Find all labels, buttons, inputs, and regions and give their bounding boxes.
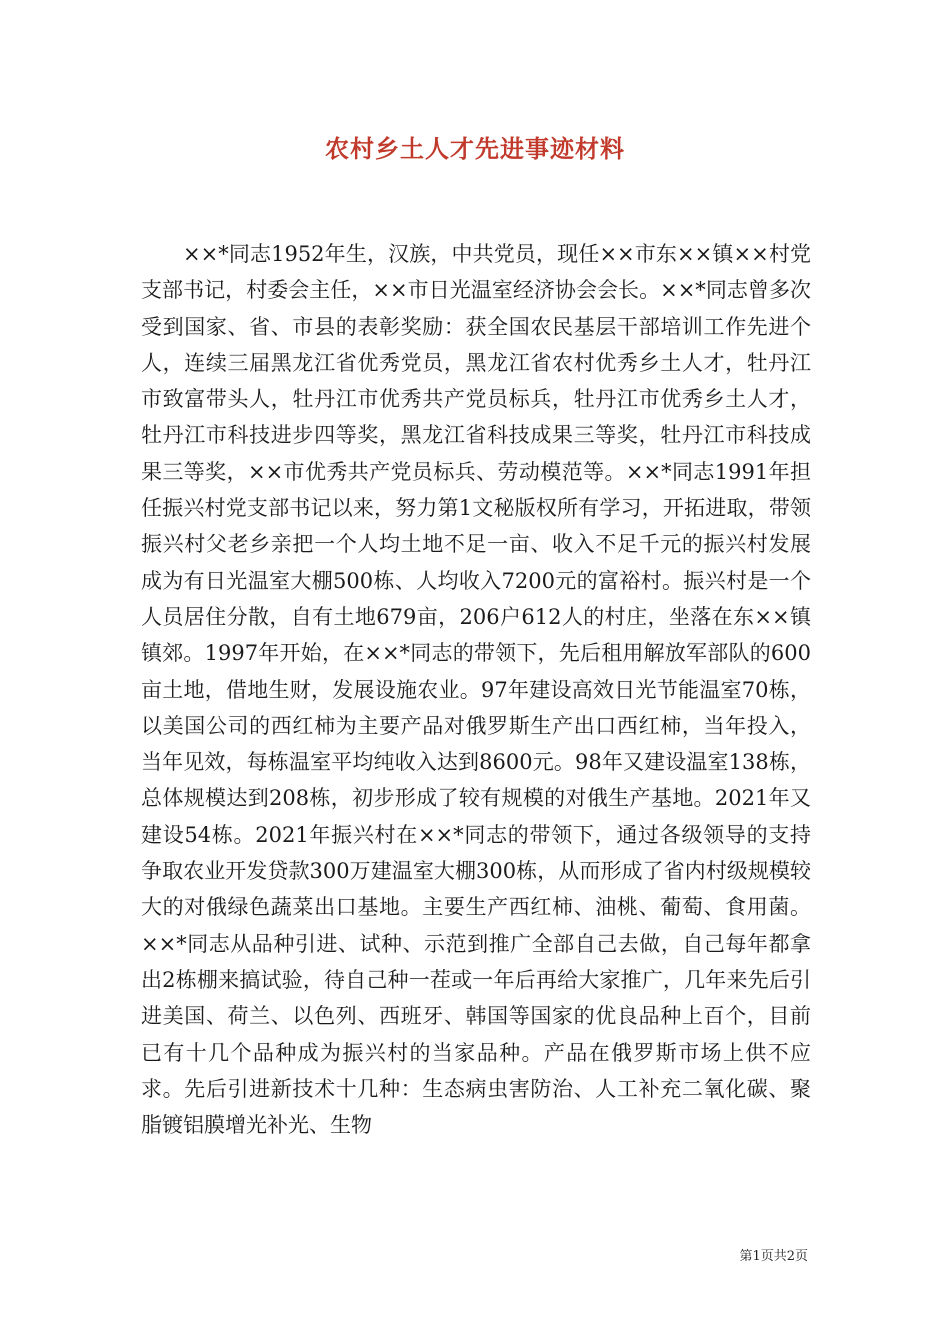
document-title: 农村乡土人才先进事迹材料 (325, 135, 625, 163)
body-paragraph: ××*同志1952年生，汉族，中共党员，现任××市东××镇××村党支部书记，村委会主任，××市日光温室经济协会会长。××*同志曾多次受到国家、省、市县的表彰奖励：获全国农民基层干部培训工作先进个人，连续三届黑龙江省优秀党员，黑龙江省农村优秀乡土人才，牡丹江市致富带头人，牡丹江市优秀共产党员标兵，牡丹江市优秀乡土人才，牡丹江市科技进步四等奖，黑龙江省科技成果三等奖，牡丹江市科技成果三等奖，××市优秀共产党员标兵、劳动模范等。××*同志1991年担任振兴村党支部书记以来，努力第1文秘版权所有学习，开拓进取，带领振兴村父老乡亲把一个人均土地不足一亩、收入不足千元的振兴村发展成为有日光温室大棚500栋、人均收入7200元的富裕村。振兴村是一个人员居住分散，自有土地679亩，206户612人的村庄，坐落在东××镇镇郊。1997年开始，在××*同志的带领下，先后租用解放军部队的600亩土地，借地生财，发展设施农业。97年建设高效日光节能温室70栋，以美国公司的西红柿为主要产品对俄罗斯生产出口西红柿，当年投入，当年见效，每栋温室平均纯收入达到8600元。98年又建设温室138栋，总体规模达到208栋，初步形成了较有规模的对俄生产基地。2021年又建设54栋。2021年振兴村在××*同志的带领下，通过各级领导的支持争取农业开发贷款300万建温室大棚300栋，从而形成了省内村级规模较大的对俄绿色蔬菜出口基地。主要生产西红柿、油桃、葡萄、食用菌。××*同志从品种引进、试种、示范到推广全部自己去做，自己每年都拿出2栋棚来搞试验，待自己种一茬或一年后再给大家推广，几年来先后引进美国、荷兰、以色列、西班牙、韩国等国家的优良品种上百个，目前已有十几个品种成为振兴村的当家品种。产品在俄罗斯市场上供不应求。先后引进新技术十几种：生态病虫害防治、人工补充二氧化碳、聚脂镀铝膜增光补光、生物 (141, 242, 811, 1138)
page-number: 第1页共2页 (739, 1249, 808, 1264)
